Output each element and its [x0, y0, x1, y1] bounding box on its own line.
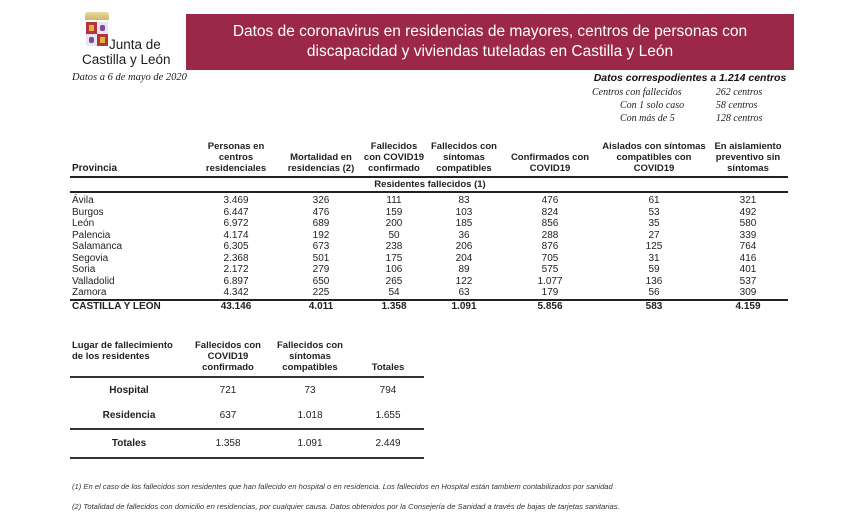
table-row: [70, 207, 788, 219]
summary-row: [590, 86, 790, 99]
coat-of-arms-icon: [82, 12, 112, 52]
place-label: Residencia: [102, 410, 156, 421]
province-name: Palencia: [72, 229, 111, 241]
column-header: Aislados con síntomas compatibles con COVID19: [600, 141, 708, 177]
report-date: Datos a 6 de mayo de 2020: [72, 72, 187, 83]
cell: 35: [648, 218, 660, 229]
cell: 6.972: [223, 218, 249, 229]
cell: 339: [739, 229, 757, 241]
cell: 650: [312, 275, 330, 287]
cell: 73: [304, 385, 316, 396]
cell: 537: [739, 275, 757, 287]
cell: 238: [385, 241, 403, 252]
cell: 43.146: [190, 300, 282, 314]
summary-label: Centros con fallecidos: [592, 87, 682, 98]
column-header: Totales: [352, 340, 424, 377]
castle-quarter: [97, 34, 108, 46]
cell: 673: [312, 241, 330, 252]
cell: 106: [385, 264, 403, 275]
castle-quarter: [86, 22, 97, 34]
summary-value: 58 centros: [715, 100, 758, 111]
province-name: Ávila: [72, 195, 94, 206]
cell: 2.449: [352, 429, 424, 458]
cell: 856: [541, 218, 559, 229]
province-name: Salamanca: [72, 241, 123, 252]
logo-text-line2: Castilla y León: [82, 52, 171, 67]
cell: 416: [739, 252, 757, 264]
summary-value: 128 centros: [715, 113, 763, 124]
cell: 136: [645, 275, 663, 287]
cell: 1.018: [297, 410, 323, 421]
cell: 31: [648, 252, 660, 264]
summary-row: [590, 99, 790, 112]
column-header: Fallecidos con síntomas compatibles: [428, 141, 500, 177]
place-of-death-table: [70, 340, 424, 459]
table-header-row: [70, 340, 424, 377]
cell: 54: [388, 287, 400, 298]
summary-value: 262 centros: [715, 87, 763, 98]
total-label: Totales: [70, 429, 188, 458]
cell: 6.305: [223, 241, 249, 252]
province-name: Soria: [72, 264, 96, 275]
cell: 824: [541, 206, 559, 218]
cell: 61: [648, 195, 660, 206]
cell: 4.011: [282, 300, 360, 314]
cell: 721: [219, 385, 237, 396]
page-title-banner: [186, 14, 794, 70]
table-header-row: [70, 141, 788, 177]
cell: 794: [379, 385, 397, 396]
cell: 705: [541, 252, 559, 264]
footnotes: [72, 477, 620, 517]
cell: 192: [312, 229, 330, 241]
province-name: León: [72, 218, 95, 229]
table-row: [70, 276, 788, 288]
cell: 122: [455, 275, 473, 287]
table-row: [70, 241, 788, 253]
page-title: Datos de coronavirus en residencias de mayores, centros de personas con discapacidad y viviendas tuteladas en Castilla y León: [232, 23, 748, 60]
cell: 63: [458, 287, 470, 298]
cell: 225: [312, 287, 330, 298]
column-header: Personas en centros residenciales: [190, 141, 282, 177]
cell: 6.897: [223, 275, 249, 287]
cell: 583: [600, 300, 708, 314]
summary-label: Con 1 solo caso: [620, 100, 685, 111]
column-header: En aislamiento preventivo sin síntomas: [708, 141, 788, 177]
cell: 50: [388, 229, 400, 241]
cell: 575: [541, 264, 559, 275]
footnote-1: (1) En el caso de los fallecidos son residentes que han fallecido en hospital o en residencia. Los fallecidos en Hospital están tambiem contabilizados por sanidad: [72, 482, 613, 491]
cell: 2.172: [223, 264, 249, 275]
cell: 185: [455, 218, 473, 229]
province-table: [70, 141, 788, 314]
table-subheader-row: [70, 177, 788, 192]
cell: 5.856: [500, 300, 600, 314]
cell: 476: [312, 206, 330, 218]
province-name: Valladolid: [72, 275, 115, 287]
cell: 309: [739, 287, 757, 298]
cell: 288: [541, 229, 559, 241]
cell: 27: [648, 229, 660, 241]
summary-row: [590, 112, 790, 125]
cell: 83: [458, 195, 470, 206]
crown-icon: [85, 12, 109, 20]
cell: 53: [648, 206, 660, 218]
cell: 637: [219, 410, 237, 421]
cell: 204: [455, 252, 473, 264]
cell: 103: [455, 206, 473, 218]
cell: 401: [739, 264, 757, 275]
cell: 1.091: [268, 429, 352, 458]
total-label: CASTILLA Y LEÓN: [70, 300, 190, 314]
cell: 206: [455, 241, 473, 252]
cell: 1.655: [375, 410, 401, 421]
summary-label: Con más de 5: [620, 113, 675, 124]
column-header: Fallecidos con COVID19 confirmado: [188, 340, 268, 377]
cell: 1.091: [428, 300, 500, 314]
cell: 36: [458, 229, 470, 241]
table-row: [70, 377, 424, 403]
residents-deceased-subheader: Residentes fallecidos (1): [360, 177, 500, 192]
cell: 764: [739, 241, 757, 252]
cell: 125: [645, 241, 663, 252]
junta-logo: [82, 12, 172, 67]
column-header: Fallecidos con COVID19 confirmado: [360, 141, 428, 177]
cell: 6.447: [223, 206, 249, 218]
province-name: Zamora: [72, 287, 107, 298]
cell: 689: [312, 218, 330, 229]
cell: 1.358: [188, 429, 268, 458]
cell: 501: [312, 252, 330, 264]
cell: 4.342: [223, 287, 249, 298]
cell: 56: [648, 287, 660, 298]
table-row: [70, 287, 788, 300]
cell: 876: [541, 241, 559, 252]
cell: 179: [541, 287, 559, 298]
lion-quarter: [86, 34, 97, 46]
column-header: Mortalidad en residencias (2): [282, 141, 360, 177]
cell: 59: [648, 264, 660, 275]
column-header: Fallecidos con síntomas compatibles: [268, 340, 352, 377]
column-header: Lugar de fallecimiento de los residentes: [70, 340, 188, 377]
cell: 4.159: [708, 300, 788, 314]
table-row: [70, 230, 788, 242]
footnote-2: (2) Totalidad de fallecidos con domicilio en residencias, por cualquier causa. Datos obtenidos por la Consejería de Sanidad a través de bajas de tarjetas sanitarias.: [72, 502, 620, 511]
cell: 580: [739, 218, 757, 229]
province-name: Burgos: [72, 206, 104, 218]
place-label: Hospital: [109, 385, 149, 396]
cell: 4.174: [223, 229, 249, 241]
province-name: Segovia: [72, 252, 109, 264]
column-header: Confirmados con COVID19: [500, 141, 600, 177]
cell: 1.077: [537, 275, 563, 287]
cell: 279: [312, 264, 330, 275]
logo-text-line1: Junta de: [109, 37, 161, 52]
table-row: [70, 264, 788, 276]
column-header: Provincia: [70, 141, 190, 177]
table-total-row: [70, 429, 424, 458]
cell: 3.469: [223, 195, 249, 206]
cell: 492: [739, 206, 757, 218]
lion-quarter: [97, 22, 108, 34]
table-row: [70, 403, 424, 429]
table-row: [70, 192, 788, 207]
cell: 321: [739, 195, 757, 206]
centers-summary: [590, 72, 790, 125]
cell: 1.358: [360, 300, 428, 314]
cell: 2.368: [223, 252, 249, 264]
cell: 326: [312, 195, 330, 206]
cell: 111: [386, 195, 402, 206]
cell: 159: [385, 206, 403, 218]
table-row: [70, 218, 788, 230]
cell: 200: [385, 218, 403, 229]
table-row: [70, 253, 788, 265]
cell: 175: [385, 252, 403, 264]
table-total-row: [70, 300, 788, 314]
summary-title: Datos correspodientes a 1.214 centros: [593, 72, 787, 84]
cell: 476: [541, 195, 559, 206]
cell: 265: [385, 275, 403, 287]
cell: 89: [458, 264, 470, 275]
